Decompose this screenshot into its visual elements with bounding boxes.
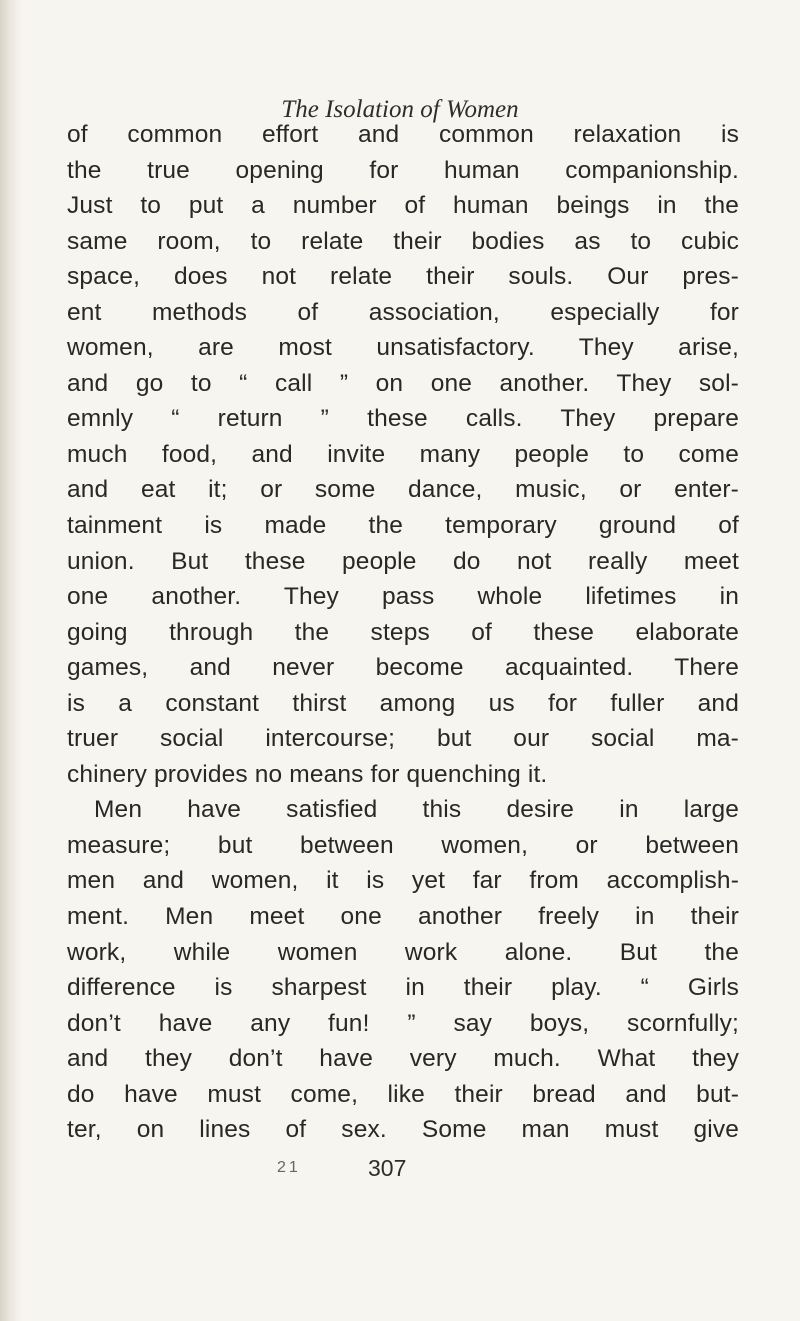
text-line: is a constant thirst among us for fuller and — [67, 689, 739, 717]
text-line: and go to “ call ” on one another. They sol- — [67, 369, 739, 397]
page-number: 307 — [368, 1155, 407, 1181]
text-line: of common effort and common relaxation is — [67, 121, 739, 148]
page-footer — [0, 1155, 800, 1185]
text-line: work, while women work alone. But the — [67, 938, 739, 966]
text-line: ter, on lines of sex. Some man must give — [67, 1116, 739, 1144]
text-line: union. But these people do not really meet — [67, 547, 739, 575]
text-line: don’t have any fun! ” say boys, scornfully; — [67, 1009, 739, 1037]
text-line: measure; but between women, or between — [67, 831, 739, 859]
page-gutter-shadow — [0, 0, 22, 1321]
text-line-paragraph-start: Men have satisfied this desire in large — [94, 796, 739, 824]
running-head: The Isolation of Women — [281, 96, 519, 123]
text-line: ent methods of association, especially for — [67, 298, 739, 326]
text-line: ment. Men meet one another freely in their — [67, 903, 739, 931]
text-line: do have must come, like their bread and but- — [67, 1080, 739, 1108]
text-line: truer social intercourse; but our social ma- — [67, 725, 739, 753]
text-line: and they don’t have very much. What they — [67, 1045, 739, 1073]
text-line: one another. They pass whole lifetimes in — [67, 583, 739, 611]
signature-mark: 21 — [277, 1159, 301, 1176]
body-text — [67, 117, 739, 1148]
text-line: much food, and invite many people to come — [67, 440, 739, 468]
text-line: same room, to relate their bodies as to cubic — [67, 227, 739, 255]
text-line: going through the steps of these elaborate — [67, 618, 739, 646]
text-line-paragraph-end: chinery provides no means for quenching it. — [67, 760, 548, 788]
text-line: emnly “ return ” these calls. They prepare — [67, 405, 739, 433]
text-line: the true opening for human companionship. — [67, 156, 739, 184]
text-line: games, and never become acquainted. There — [67, 654, 739, 682]
text-line: and eat it; or some dance, music, or enter- — [67, 476, 739, 504]
text-line: tainment is made the temporary ground of — [67, 512, 739, 540]
text-line: men and women, it is yet far from accomplish- — [67, 867, 739, 895]
text-line: difference is sharpest in their play. “ Girls — [67, 974, 739, 1002]
text-line: Just to put a number of human beings in the — [67, 192, 739, 220]
text-line: women, are most unsatisfactory. They arise, — [67, 334, 739, 362]
text-line: space, does not relate their souls. Our pres- — [67, 263, 739, 291]
